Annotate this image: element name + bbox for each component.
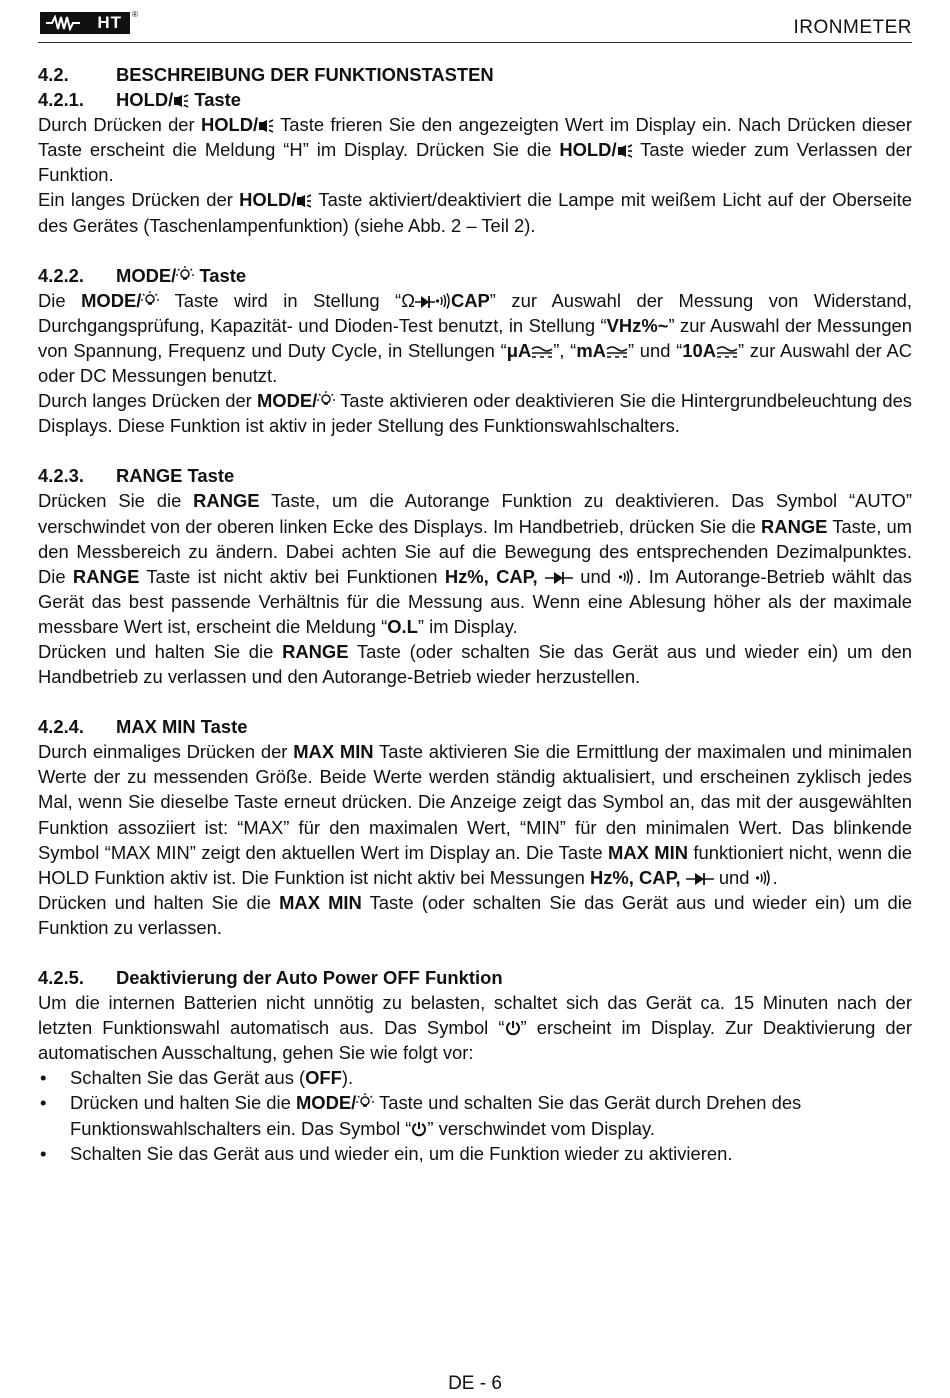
- lamp-beam-icon: [296, 194, 312, 208]
- diode-icon: [415, 295, 435, 309]
- light-bulb-icon: [356, 1093, 374, 1111]
- heading-4-2-4: 4.2.4. MAX MIN Taste: [38, 716, 248, 738]
- list-item: • Schalten Sie das Gerät aus (OFF).: [38, 1065, 912, 1090]
- paragraph-range-2: Drücken und halten Sie die RANGE Taste (oder schalten Sie das Gerät aus und wieder ein) um den Handbetrieb zu verlassen und den Autorange-Betrieb wieder herzustellen.: [38, 640, 912, 688]
- continuity-buzzer-icon: [618, 569, 636, 585]
- paragraph-mode-1: Die MODE/ Taste wird in Stellung “Ω CAP” zur Auswahl der Messung von Widerstand, Durchgangsprüfung, Kapazität- und Dioden-Test benutzt, in Stellung “VHz%~” zur Auswahl der Messungen von Spannung, Frequenz und Duty Cycle, in Stellungen “μA ”, “mA ” und “10A ” zur Auswahl der AC oder DC Messungen benutzt.: [38, 289, 913, 387]
- page-header: [38, 8, 912, 43]
- heading-4-2-3: 4.2.3. RANGE Taste: [38, 465, 235, 487]
- page-number: DE - 6: [448, 1373, 502, 1394]
- paragraph-mode-2: Durch langes Drücken der MODE/ Taste aktivieren oder deaktivieren Sie die Hintergrundbeleuchtung des Displays. Diese Funktion ist aktiv in jeder Stellung des Funktionswahlschalters.: [38, 390, 912, 437]
- light-bulb-icon: [176, 266, 194, 284]
- auto-power-off-icon: [505, 1020, 521, 1036]
- diode-icon: [545, 571, 573, 585]
- brand-logo: [40, 12, 130, 34]
- logo-text: HT: [97, 13, 122, 32]
- heading-4-2-5: 4.2.5. Deaktivierung der Auto Power OFF Funktion: [38, 967, 503, 988]
- light-bulb-icon: [317, 391, 335, 409]
- lamp-beam-icon: [173, 94, 189, 108]
- paragraph-maxmin-2: Drücken und halten Sie die MAX MIN Taste (oder schalten Sie das Gerät aus und wieder ein) um die Funktion zu verlassen.: [38, 891, 913, 938]
- section-heading-4-2: 4.2. BESCHREIBUNG DER FUNKTIONSTASTEN: [38, 64, 494, 85]
- heading-4-2-2: 4.2.2. MODE/ Taste: [38, 264, 247, 286]
- ac-dc-symbol-icon: [716, 345, 738, 359]
- ac-dc-symbol-icon: [531, 345, 553, 359]
- paragraph-range-1: Drücken Sie die RANGE Taste, um die Autorange Funktion zu deaktivieren. Das Symbol “AUTO” verschwindet von der oberen linken Ecke des Displays. Im Handbetrieb, drücken Sie die RANGE Taste, um den Messbereich zu ändern. Dabei achten Sie auf die Bewegung des entsprechenden Dezimalpunktes. Die RANGE Taste ist nicht aktiv bei Funktionen Hz%, CAP, und . Im Autorange-Betrieb wählt das Gerät das best passende Verhältnis für die Messung aus. Wenn eine Ablesung höher als der maximale messbare Wert ist, erscheint die Meldung “O.L” im Display.: [38, 490, 912, 637]
- continuity-buzzer-icon: [435, 293, 451, 309]
- continuity-buzzer-icon: [755, 870, 773, 886]
- lamp-beam-icon: [258, 119, 274, 133]
- waveform-icon: [46, 15, 80, 31]
- page-content: [38, 62, 912, 1166]
- paragraph-maxmin-1: Durch einmaliges Drücken der MAX MIN Taste aktivieren Sie die Ermittlung der maximalen und minimalen Werte der zu messenden Größe. Beide Werte werden ständig aktualisiert, und erscheinen zyklisch jedes Mal, wenn Sie dieselbe Taste erneut drücken. Die Anzeige zeigt das Symbol an, das mit der ausgewählten Funktion assoziiert ist: “MAX” für den maximalen Wert, “MIN” für den minimalen Wert. Das blinkende Symbol “MAX MIN” zeigt den aktuellen Wert im Display an. Die Taste MAX MIN funktioniert nicht, wenn die HOLD Funktion aktiv ist. Die Funktion ist nicht aktiv bei Messungen Hz%, CAP, und .: [38, 741, 913, 888]
- paragraph-hold-1: Durch Drücken der HOLD/ Taste frieren Sie den angezeigten Wert im Display ein. Nach Drücken dieser Taste erscheint die Meldung “H” im Display. Drücken Sie die HOLD/ Taste wieder zum Verlassen der Funktion.: [38, 114, 912, 186]
- list-item: • Schalten Sie das Gerät aus und wieder ein, um die Funktion wieder zu aktivieren.: [38, 1141, 912, 1166]
- paragraph-autopoweroff: Um die internen Batterien nicht unnötig zu belasten, schaltet sich das Gerät ca. 15 Minuten nach der letzten Funktionswahl automatisch aus. Das Symbol “ ” erscheint im Display. Zur Deaktivierung der automatischen Ausschaltung, gehen Sie wie folgt vor:: [38, 992, 912, 1064]
- ac-dc-symbol-icon: [606, 345, 628, 359]
- registered-mark: ®: [132, 10, 138, 19]
- instruction-list: [38, 1065, 912, 1165]
- list-item: • Drücken und halten Sie die MODE/ Taste und schalten Sie das Gerät durch Drehen des Funktionswahlschalters ein. Das Symbol “ ” verschwindet vom Display.: [38, 1090, 912, 1140]
- paragraph-hold-2: Ein langes Drücken der HOLD/ Taste aktiviert/deaktiviert die Lampe mit weißem Licht auf der Oberseite des Gerätes (Taschenlampenfunktion) (siehe Abb. 2 – Teil 2).: [38, 189, 912, 236]
- document-title: IRONMETER: [793, 17, 912, 38]
- auto-power-off-icon: [411, 1121, 427, 1137]
- light-bulb-icon: [141, 291, 159, 309]
- diode-icon: [686, 872, 714, 886]
- heading-4-2-1: 4.2.1. HOLD/ Taste: [38, 89, 242, 111]
- lamp-beam-icon: [617, 144, 633, 158]
